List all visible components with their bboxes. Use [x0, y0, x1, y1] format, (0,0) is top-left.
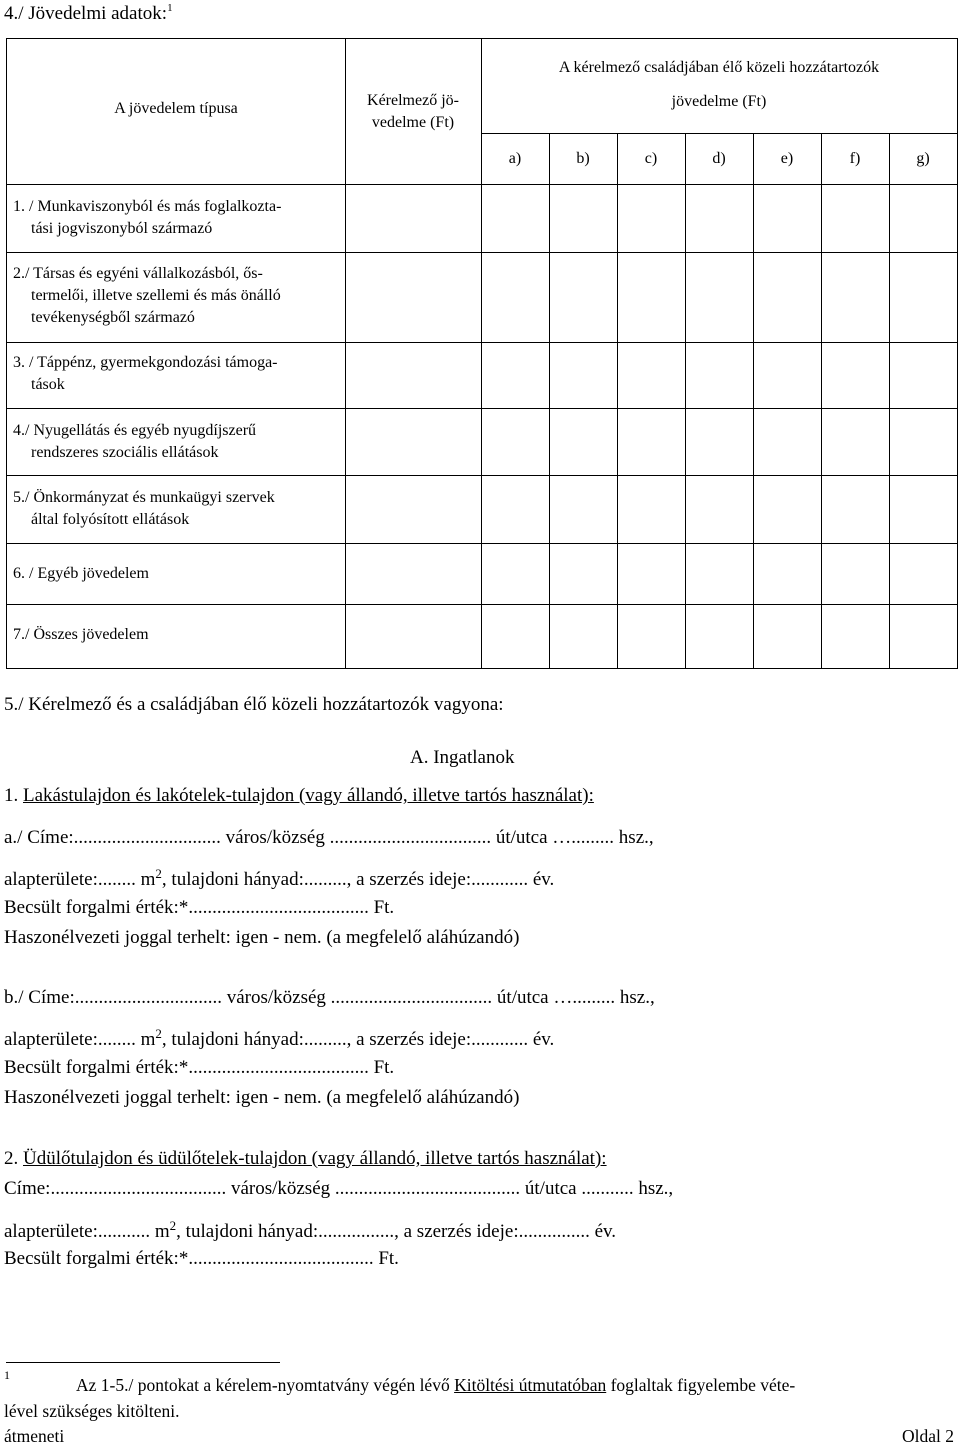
footnote-separator — [6, 1362, 280, 1363]
row-divider — [7, 604, 957, 605]
subcol-e: e) — [780, 150, 794, 167]
property-a-value-line: Becsült forgalmi érték:*...................................... Ft. — [4, 897, 395, 918]
subcol-divider — [549, 133, 550, 668]
row-divider — [7, 252, 957, 253]
holiday-address-line: Címe:..................................... város/község ....................................... út/utca ........... hsz., — [4, 1178, 674, 1199]
header-family-income-unit: jövedelme (Ft) — [671, 93, 767, 110]
property-b-address-line: b./ Címe:............................... város/község .................................. út/utca …......... hsz., — [4, 987, 655, 1008]
property-a-area-line: alapterülete:........ $m^2$, tulajdoni hányad:........., a szerzés ideje:............ év. — [4, 866, 555, 890]
footer-left: átmeneti — [4, 1426, 65, 1446]
footnote-text: Az 1-5./ pontokat a kérelem-nyomtatvány végén lévő Kitöltési útmutatóban foglaltak figyelembe véte- — [76, 1375, 796, 1395]
row-divider — [7, 543, 957, 544]
section-5-title: 5./ Kérelmező és a családjában élő közeli hozzátartozók vagyona: — [4, 694, 504, 715]
header-applicant-income: Kérelmező jö- vedelme (Ft) — [367, 92, 459, 131]
subcol-divider — [685, 133, 686, 668]
footnote-ref: 1 — [167, 2, 173, 14]
row-label-pension: 4./ Nyugellátás és egyéb nyugdíjszerű rendszeres szociális ellátások — [13, 422, 257, 461]
row-label-total-income: 7./ Összes jövedelem — [13, 626, 149, 643]
row-divider — [7, 342, 957, 343]
row-label-enterprise: 2./ Társas és egyéni vállalkozásból, ős- termelői, illetve szellemi és más önálló tevékenységből származó — [13, 265, 281, 326]
header-divider — [481, 133, 957, 134]
row-label-employment: 1. / Munkaviszonyból és más foglalkozta- tási jogviszonyból származó — [13, 198, 282, 237]
subcol-a: a) — [508, 150, 522, 167]
subcol-divider — [889, 133, 890, 668]
subcol-f: f) — [849, 150, 861, 167]
subcol-divider — [617, 133, 618, 668]
property-b-value-line: Becsült forgalmi érték:*...................................... Ft. — [4, 1057, 395, 1078]
row-divider — [7, 475, 957, 476]
subcol-c: c) — [644, 150, 658, 167]
header-income-type: A jövedelem típusa — [114, 100, 238, 117]
holiday-area-line: alapterülete:........... $m^2$, tulajdoni hányad:................, a szerzés ideje:............... év. — [4, 1218, 617, 1242]
item-2-heading: 2. Üdülőtulajdon és üdülőtelek-tulajdon (vagy állandó, illetve tartós használat): — [4, 1148, 607, 1169]
property-b-usufruct-line: Haszonélvezeti joggal terhelt: igen - nem. (a megfelelő aláhúzandó) — [4, 1087, 520, 1108]
row-label-municipal: 5./ Önkormányzat és munkaügyi szervek által folyósított ellátások — [13, 489, 275, 528]
real-estate-subtitle: A. Ingatlanok — [410, 747, 515, 768]
footnote-mark: 1 — [4, 1368, 10, 1382]
holiday-value-line: Becsült forgalmi érték:*....................................... Ft. — [4, 1248, 399, 1269]
subcol-g: g) — [916, 150, 930, 167]
property-a-usufruct-line: Haszonélvezeti joggal terhelt: igen - nem. (a megfelelő aláhúzandó) — [4, 927, 520, 948]
header-family-income: A kérelmező családjában élő közeli hozzátartozók — [558, 59, 880, 76]
property-b-area-line: alapterülete:........ $m^2$, tulajdoni hányad:........., a szerzés ideje:............ év. — [4, 1026, 555, 1050]
subcol-b: b) — [576, 150, 590, 167]
subcol-d: d) — [712, 150, 726, 167]
section-4-title: 4./ Jövedelmi adatok:$^1$ — [4, 2, 173, 24]
subcol-divider — [753, 133, 754, 668]
footnote-text-line2: lével szükséges kitölteni. — [4, 1401, 180, 1421]
property-a-address-line: a./ Címe:............................... város/község .................................. út/utca …......... hsz., — [4, 827, 654, 848]
instructions-link: Kitöltési útmutatóban — [454, 1375, 607, 1395]
item-1-heading: 1. Lakástulajdon és lakótelek-tulajdon (vagy állandó, illetve tartós használat): — [4, 785, 594, 806]
row-label-sick-pay: 3. / Táppénz, gyermekgondozási támoga- tások — [13, 354, 278, 393]
row-divider — [7, 184, 957, 185]
row-label-other-income: 6. / Egyéb jövedelem — [13, 565, 149, 582]
row-divider — [7, 408, 957, 409]
subcol-divider — [821, 133, 822, 668]
income-table — [6, 38, 958, 669]
page-number: Oldal 2 — [901, 1426, 954, 1446]
